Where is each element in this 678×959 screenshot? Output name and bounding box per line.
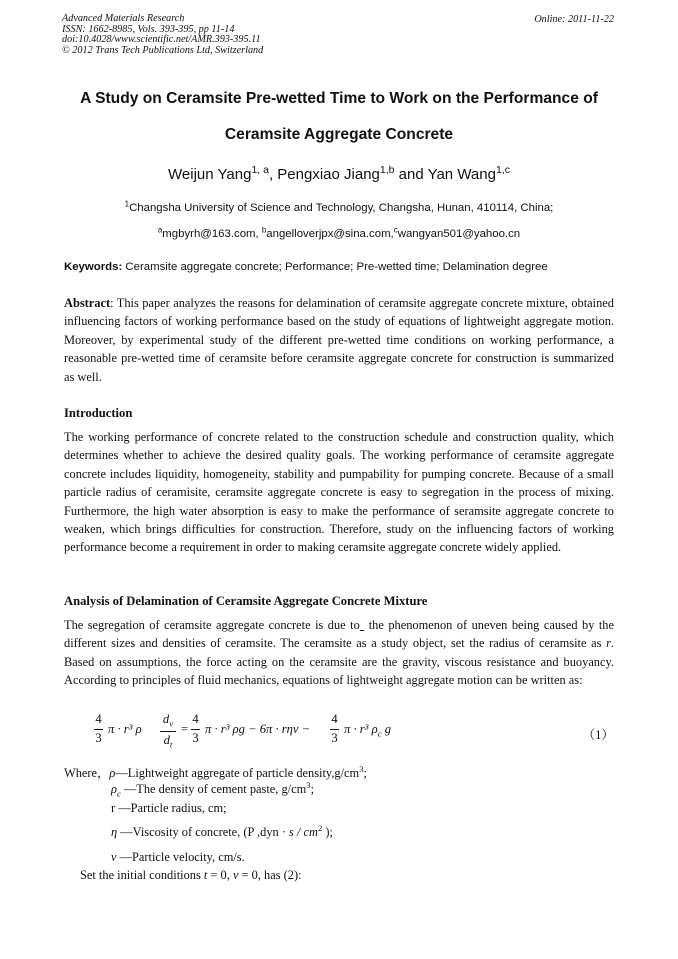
- initial-conditions: Set the initial conditions t = 0, v = 0, has (2):: [80, 868, 302, 882]
- where-r: r —Particle radius, cm;: [111, 801, 227, 815]
- symbol-r: r: [606, 636, 611, 651]
- copyright-line: © 2012 Trans Tech Publications Ltd, Switzerland: [62, 44, 264, 56]
- eq-term: π · r³ ρg − 6π · rηv −: [205, 722, 311, 736]
- email-sup: a: [157, 225, 163, 235]
- eq-term: π · r³ ρ: [108, 722, 142, 736]
- author-affil-sup: 1,c: [495, 164, 510, 177]
- keywords-text: Ceramsite aggregate concrete; Performance; Pre-wetted time; Delamination degree: [122, 261, 548, 273]
- author-separator: ,: [268, 166, 278, 183]
- author-affil-sup: 1,b: [379, 164, 395, 177]
- analysis-text: The segregation of ceramsite aggregate concrete is due to: [64, 618, 360, 632]
- eq-equals: =: [181, 722, 189, 736]
- abstract: [64, 294, 614, 386]
- where-eta: η —Viscosity of concrete, (P $,dyn \cdot s / cm^2$ );: [111, 823, 333, 839]
- analysis-paragraph: [64, 616, 614, 690]
- author-separator: and: [394, 166, 428, 183]
- author-name: Weijun Yang: [168, 166, 252, 183]
- equation-number: （1）: [582, 728, 614, 742]
- author-affil-sup: 1, a: [251, 164, 269, 177]
- where-v: v —Particle velocity, cm/s.: [111, 850, 245, 864]
- abstract-text: : This paper analyzes the reasons for delamination of ceramsite aggregate concrete mixture, obtained influencing factors of working performance based on the study of equations of lightweight aggregate motion. Moreover, by experimental study of the different pre-wetted time conditions on working performance, a reasonable pre-wetted time of ceramsite before ceramsite aggregate concrete for construction is summarized as well.: [64, 296, 614, 384]
- section-heading-introduction: Introduction: [64, 406, 133, 420]
- author-name: Pengxiao Jiang: [277, 166, 380, 183]
- abstract-label: Abstract: [64, 296, 111, 310]
- introduction-paragraph: The working performance of concrete related to the construction schedule and construction quality, which determines whether to achieve the desired quality goals. The working performance of ceramsite aggregate concrete includes liquidity, homogeneity, stability and pumpability for pumping concrete. Because of a small particle radius of ceramisite, ceramsite aggregate concrete is easy to segregation in the process of mixing. Furthermore, the high water absorption is easy to make the performance of seramsite aggregate concrete to weaken, which brings difficulties for construction. Therefore, study on the influencing factors of working performance become a requirement in order to making ceramsite aggregate concrete widely applied.: [64, 430, 614, 555]
- journal-name: Advanced Materials Research: [62, 13, 185, 24]
- eq-term: π · r³ $\rho_c$ g: [344, 722, 391, 739]
- analysis-text: . Based on assumptions, the force acting on the ceramsite are the gravity, viscous resistance and buoyancy. According to principles of fluid mechanics, equations of lightweight aggregate motion can be written as:: [64, 636, 614, 688]
- author-list: [40, 166, 638, 183]
- email-sup: b: [261, 225, 267, 235]
- email-link[interactable]: angelloverjpx@sina.com,: [266, 228, 394, 240]
- where-rho: Where，ρ—Lightweight aggregate of particle $density,g/cm^3$;: [64, 764, 367, 780]
- affiliation-sup: 1: [124, 199, 130, 209]
- fraction-dv-dt: $d_v$ $d_t$: [160, 712, 176, 749]
- online-date: Online: 2011-11-22: [534, 14, 614, 25]
- author-name: Yan Wang: [427, 166, 496, 183]
- email-link[interactable]: wangyan501@yahoo.cn: [397, 228, 521, 240]
- where-rhoc: $\rho_c$ —The density of cement paste, $g/cm^3$;: [111, 780, 315, 799]
- author-emails: [40, 225, 638, 240]
- journal-header: [62, 14, 263, 56]
- fraction-4-3: 4 3: [95, 712, 102, 745]
- email-link[interactable]: mgbyrh@163.com,: [162, 228, 262, 240]
- fraction-4-3: 4 3: [331, 712, 338, 745]
- paper-title-line-2: Ceramsite Aggregate Concrete: [224, 126, 454, 143]
- keywords-label: Keywords:: [64, 261, 123, 273]
- affiliation: [40, 199, 638, 214]
- analysis-text: the phenomenon of uneven being caused by the different sizes and densities of ceramsite. The ceramsite as a study object, set the radius of ceramsite as: [64, 618, 614, 651]
- paper-title-line-1: A Study on Ceramsite Pre-wetted Time to Work on the Performance of: [80, 90, 598, 107]
- email-sup: c: [393, 225, 398, 235]
- issn-line: ISSN: 1662-8985, Vols. 393-395, pp 11-14: [62, 23, 235, 35]
- affiliation-text: Changsha University of Science and Technology, Changsha, Hunan, 410114, China;: [129, 202, 554, 214]
- equation-1: [64, 712, 614, 756]
- doi-line[interactable]: doi:10.4028/www.scientific.net/AMR.393-395.11: [62, 34, 261, 46]
- section-heading-analysis: Analysis of Delamination of Ceramsite Aggregate Concrete Mixture: [64, 594, 428, 608]
- keywords: [64, 261, 548, 273]
- fraction-4-3: 4 3: [192, 712, 199, 745]
